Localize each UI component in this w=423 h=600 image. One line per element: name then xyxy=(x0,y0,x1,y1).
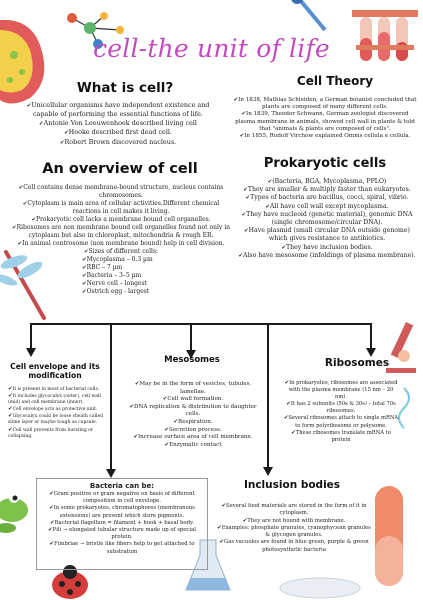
list-item: ✔ It is present in most of bacterial cells. xyxy=(8,386,106,393)
arrow-down-icon xyxy=(263,467,273,476)
overview-heading: An overview of cell xyxy=(42,161,198,177)
arrow-down-icon xyxy=(26,348,36,357)
list-item: ✔ Bacterial flagellum = filament + hook + basal body. xyxy=(41,520,203,527)
list-item: ✔ Cell envelope acts as protective unit. xyxy=(8,406,106,413)
mesosomes-section xyxy=(150,355,234,365)
inclusion-heading: Inclusion bodies xyxy=(243,479,341,491)
overview-list xyxy=(10,184,232,296)
list-item: ✔ Sizes of different cells: xyxy=(10,248,232,256)
list-item: ✔ Enzymatic contact xyxy=(126,442,260,450)
list-item: ✔ Cell wall formation. xyxy=(126,396,260,404)
list-item: ✔ Types of bacteria are bacillus, cocci, spiral, vibrio. xyxy=(238,194,416,202)
list-item: ✔ In 1838, Mathias Schleiden, a German botanist concluded that plants are composed of many different cells. xyxy=(232,97,418,111)
list-item: ✔ May be in the form of vesicles, tubules, lamellae. xyxy=(126,381,260,396)
cell-theory-section xyxy=(275,74,395,88)
list-item: ✔ In 1855, Rudolf Virchow explained Omnis cellula e cellula. xyxy=(232,133,418,140)
list-item: ✔ Glycocalyx could be loose sheath called slime layer or maybe tough as capsule. xyxy=(8,413,106,426)
prokaryotic-section xyxy=(250,156,400,171)
capsule-icon xyxy=(375,486,403,586)
ribosomes-heading: Ribosomes xyxy=(324,357,390,369)
list-item: ✔ Cytoplasm is main area of cellular activities.Different chemical reactions in cell makes it living. xyxy=(10,200,232,216)
envelope-section xyxy=(6,362,104,380)
list-item: ✔ Unicellular organisms have independent existence and capable of performing the essential functions of life. xyxy=(18,101,218,119)
list-item: ✔ All have cell wall except mycoplasma. xyxy=(238,203,416,211)
list-item: ✔ Ribosomes are non membrane bound cell organelles found not only in cytoplasm but also in chloroplast, mitochondria & rough ER. xyxy=(10,224,232,240)
connector-vertical xyxy=(370,323,372,349)
envelope-heading: Cell envelope and its modification xyxy=(10,362,100,380)
inclusion-section xyxy=(232,479,352,491)
frog-icon xyxy=(0,493,28,533)
list-item: ✔ Antonie Von Leeuwenhoek described living cell xyxy=(18,119,218,128)
what-is-cell-section xyxy=(50,80,200,96)
list-item: ✔ Secretion process. xyxy=(126,427,260,435)
list-item: ✔ Cell wall prevents from bursting or collapsing. xyxy=(8,427,106,440)
list-item: ✔ Pili → elongated tubular structure made up of special protein. xyxy=(41,527,203,541)
mesosomes-list xyxy=(126,381,260,449)
list-item: ✔ Gram positive or gram negative on basis of different composition in cell envelope. xyxy=(41,491,203,505)
list-item: ✔ Hooke described first dead cell. xyxy=(18,128,218,137)
bacteria-list xyxy=(37,490,207,557)
prokaryotic-list xyxy=(238,178,416,260)
list-item: ✔ They are smaller & multiply faster than eukaryotes. xyxy=(238,186,416,194)
connector-horizontal xyxy=(30,323,372,325)
arrow-down-icon xyxy=(366,348,376,357)
ribosomes-section xyxy=(312,357,402,369)
list-item: ✔ Examples: phosphate granules, cyanophycean granules & glycogen granules. xyxy=(214,525,374,540)
list-item: ✔ In some prokaryotes, chromatophores (membranous extensions) are present which store pigments. xyxy=(41,505,203,519)
dna-icon xyxy=(399,388,409,428)
size-item: ✔ RBC – 7 µm xyxy=(82,264,232,272)
petri-dish-icon xyxy=(280,578,360,598)
list-item: ✔ They have inclusion bodies. xyxy=(238,244,416,252)
what-is-cell-list xyxy=(18,101,218,147)
list-item: ✔ Robert Brown discovered nucleus. xyxy=(18,138,218,147)
inclusion-list xyxy=(214,503,374,554)
pipette-icon xyxy=(291,0,325,30)
list-item: ✔ Respiration. xyxy=(126,419,260,427)
connector-vertical xyxy=(190,323,192,351)
list-item: ✔ In prokaryotes, ribosomes are associated with the plasma membrane (15 nm – 20 nm). xyxy=(282,380,400,401)
list-item: ✔ Increase surface area of cell membrane. xyxy=(126,434,260,442)
list-item: ✔ It has 2 subunits (50s & 30s) – total 70s ribosomes. xyxy=(282,401,400,415)
list-item: ✔ In animal centrosome (non membrane bound) help in cell division. xyxy=(10,240,232,248)
cell-theory-list xyxy=(232,97,418,140)
size-item: ✔ Nerve cell – longest xyxy=(82,280,232,288)
page-title: cell-the unit of life xyxy=(93,34,330,63)
size-item: ✔ Mycoplasma – 0.3 µm xyxy=(82,256,232,264)
list-item: ✔ Prokaryotic cell lacks a membrane bound cell organelles. xyxy=(10,216,232,224)
what-is-cell-heading: What is cell? xyxy=(76,80,174,96)
list-item: ✔ It includes glycocalyx (outer), cell wall (mid) and cell membrane (inner). xyxy=(8,393,106,406)
mesosomes-heading: Mesosomes xyxy=(164,355,220,365)
prokaryotic-heading: Prokaryotic cells xyxy=(263,156,387,171)
envelope-list xyxy=(8,386,106,440)
size-item: ✔ Bacteria – 3–5 µm xyxy=(82,272,232,280)
arrow-down-icon xyxy=(106,469,116,478)
ladybug-icon xyxy=(52,565,88,599)
list-item: ✔ (Bacteria, BGA, Mycoplasma, PPLO) xyxy=(238,178,416,186)
connector-vertical xyxy=(110,323,112,471)
overview-section xyxy=(20,161,220,177)
list-item: ✔ These ribosomes translate mRNA to protein xyxy=(282,430,400,444)
bacteria-label: Bacteria can be: xyxy=(89,482,155,490)
list-item: ✔ In 1839, Theodor Schwann, German zoologist discovered plasma membrane in animals, showed cell wall in plants & told that "animals & plants are composed of cells". xyxy=(232,111,418,133)
list-item: ✔ Fimbriae → bristle like fibers help to get attached to substratum xyxy=(41,541,203,555)
ribosomes-list xyxy=(282,380,400,444)
connector-vertical xyxy=(267,323,269,469)
list-item: ✔ They have nucleoid (genetic material), genomic DNA (single chromosome/circular DNA). xyxy=(238,211,416,227)
list-item: ✔ Also have mesosome (infoldings of plasma membrane). xyxy=(238,252,416,260)
cell-theory-heading: Cell Theory xyxy=(296,74,374,88)
connector-vertical xyxy=(30,323,32,349)
bacteria-box xyxy=(36,478,208,570)
list-item: ✔ Cell contains dense membrane-bound structure, nucleus contains chromosomes. xyxy=(10,184,232,200)
list-item: ✔ Several ribosomes attach to single mRNA to form polyribosome or polysome. xyxy=(282,415,400,429)
list-item: ✔ They are not bound with membrane. xyxy=(214,518,374,525)
size-item: ✔ Ostrich egg - largest xyxy=(82,288,232,296)
list-item: ✔ DNA replication & distribution to daughter cells. xyxy=(126,404,260,419)
list-item: ✔ Have plasmid (small circular DNA outside genome) which gives resistance to antibiotics. xyxy=(238,227,416,243)
list-item: ✔ Gas vacuoles are found in blue green, purple & green photosynthetic bacteria xyxy=(214,539,374,554)
list-item: ✔ Several food materials are stored in the form of it in cytoplasm. xyxy=(214,503,374,518)
